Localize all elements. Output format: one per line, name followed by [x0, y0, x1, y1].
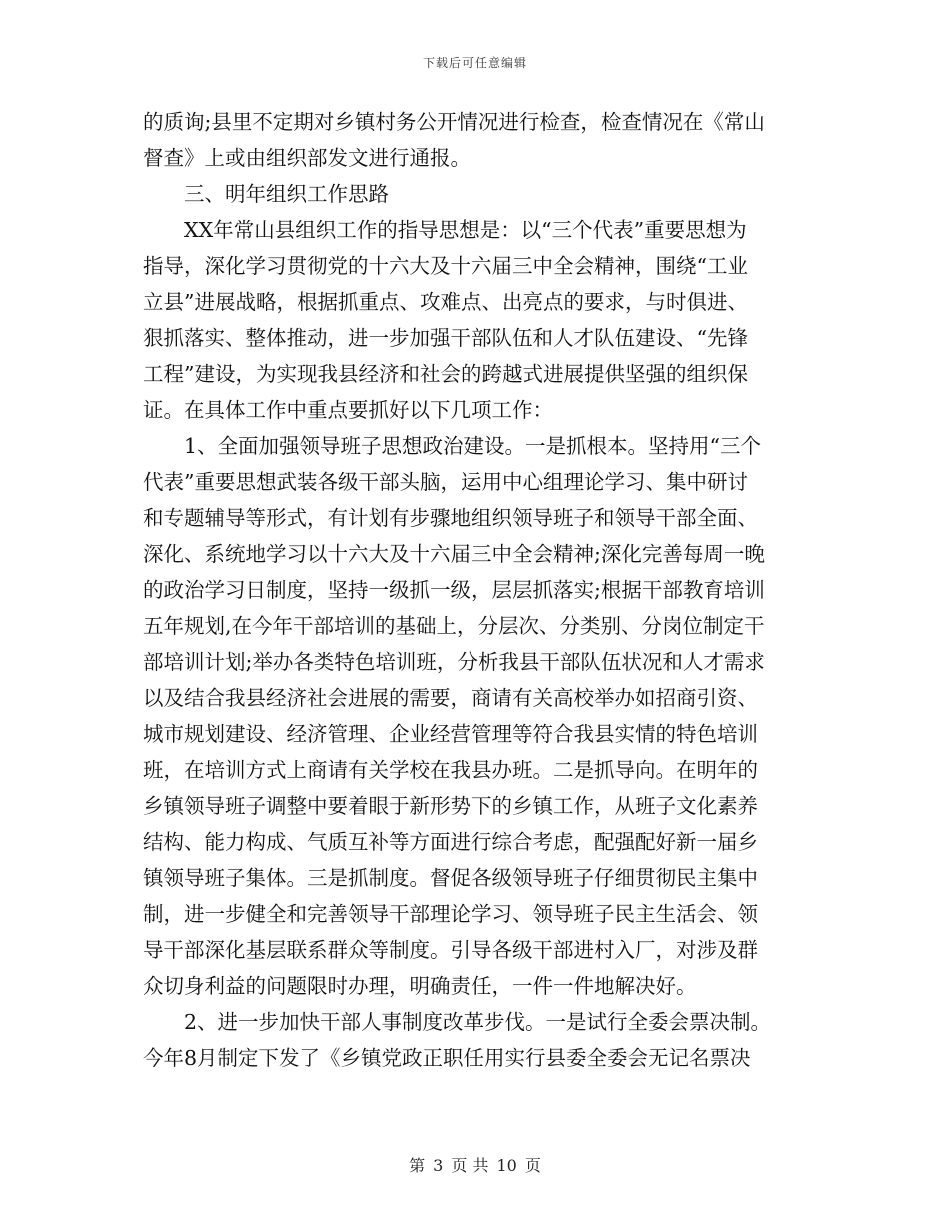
text-line: 镇领导班子集体。三是抓制度。督促各级领导班子仔细贯彻民主集中 — [143, 866, 758, 890]
page-header: 下载后可任意编辑 — [422, 56, 527, 70]
text-line: 2、进一步加快干部人事制度改革步伐。一是试行全委会票决制。 — [143, 1010, 772, 1034]
text-line: 立县”进展战略，根据抓重点、攻难点、出亮点的要求，与时俱进、 — [143, 290, 748, 314]
footer-prefix: 第 — [409, 1156, 426, 1175]
text-line: 的质询;县里不定期对乡镇村务公开情况进行检查，检查情况在《常山 — [143, 110, 765, 134]
text-line: 狠抓落实、整体推动，进一步加强干部队伍和人才队伍建设、“先锋 — [143, 326, 748, 350]
text-line: 指导，深化学习贯彻党的十六大及十六届三中全会精神，围绕“工业 — [143, 254, 748, 278]
text-line: 证。在具体工作中重点要抓好以下几项工作： — [143, 398, 553, 422]
text-line: 导干部深化基层联系群众等制度。引导各级干部进村入厂，对涉及群 — [143, 938, 758, 962]
text-line: 班，在培训方式上商请有关学校在我县办班。二是抓导向。在明年的 — [143, 758, 758, 782]
footer-middle: 页 共 — [451, 1156, 489, 1175]
text-line: 以及结合我县经济社会进展的需要，商请有关高校举办如招商引资、 — [143, 686, 758, 710]
current-page-number: 3 — [433, 1156, 444, 1175]
text-line: 结构、能力构成、气质互补等方面进行综合考虑，配强配好新一届乡 — [143, 830, 758, 854]
text-line: 工程”建设，为实现我县经济和社会的跨越式进展提供坚强的组织保 — [143, 362, 748, 386]
text-line: 乡镇领导班子调整中要着眼于新形势下的乡镇工作，从班子文化素养 — [143, 794, 758, 818]
section-heading: 三、明年组织工作思路 — [143, 182, 389, 206]
text-line: 城市规划建设、经济管理、企业经营管理等符合我县实情的特色培训 — [143, 722, 758, 746]
total-pages-number: 10 — [496, 1156, 517, 1175]
text-line: 代表”重要思想武装各级干部头脑，运用中心组理论学习、集中研讨 — [143, 470, 748, 494]
text-line: 深化、系统地学习以十六大及十六届三中全会精神;深化完善每周一晚 — [143, 542, 765, 566]
text-line: 督查》上或由组织部发文进行通报。 — [143, 146, 471, 170]
text-line: 制，进一步健全和完善领导干部理论学习、领导班子民主生活会、领 — [143, 902, 758, 926]
text-line: XX年常山县组织工作的指导思想是：以“三个代表”重要思想为 — [143, 218, 747, 242]
page-footer — [0, 1153, 950, 1176]
text-line: 的政治学习日制度，坚持一级抓一级，层层抓落实;根据干部教育培训 — [143, 578, 765, 602]
text-line: 和专题辅导等形式，有计划有步骤地组织领导班子和领导干部全面、 — [143, 506, 758, 530]
text-line: 1、全面加强领导班子思想政治建设。一是抓根本。坚持用“三个 — [143, 434, 762, 458]
document-body — [143, 104, 813, 1076]
text-line: 部培训计划;举办各类特色培训班，分析我县干部队伍状况和人才需求 — [143, 650, 765, 674]
text-line: 今年8月制定下发了《乡镇党政正职任用实行县委全委会无记名票决 — [143, 1046, 751, 1070]
text-line: 五年规划,在今年干部培训的基础上，分层次、分类别、分岗位制定干 — [143, 614, 765, 638]
text-line: 众切身利益的问题限时办理，明确责任，一件一件地解决好。 — [143, 974, 697, 998]
footer-suffix: 页 — [524, 1156, 541, 1175]
